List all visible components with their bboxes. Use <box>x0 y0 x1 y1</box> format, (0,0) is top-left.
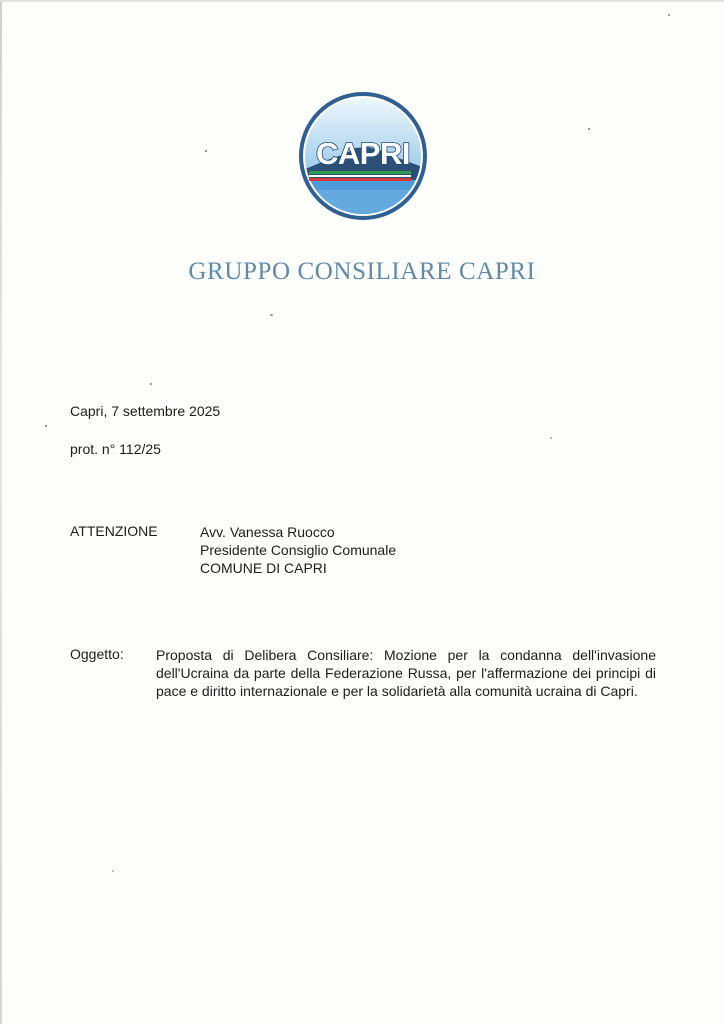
organization-title: GRUPPO CONSILIARE CAPRI <box>188 258 536 285</box>
subject-label: Oggetto: <box>70 646 124 662</box>
scan-speck <box>668 14 670 16</box>
scan-speck <box>150 383 152 385</box>
scan-speck <box>588 128 590 130</box>
place-date: Capri, 7 settembre 2025 <box>70 403 221 419</box>
scan-edge-top <box>0 0 724 2</box>
scan-speck <box>112 870 114 872</box>
scan-speck <box>550 437 552 439</box>
protocol-number: prot. n° 112/25 <box>70 441 161 457</box>
capri-logo <box>297 90 429 222</box>
scan-speck <box>45 425 47 427</box>
recipient-block <box>200 523 396 577</box>
subject-text: Proposta di Delibera Consiliare: Mozione per la condanna dell'invasione dell'Ucraina da parte della Federazione Russa, per l'affermazione dei principi di pace e diritto internazionale e per la solidarietà alla comunità ucraina di Capri. <box>156 647 656 699</box>
recipient-name: Avv. Vanessa Ruocco <box>200 524 335 540</box>
scan-speck <box>205 150 207 152</box>
scan-speck <box>270 314 273 316</box>
attention-label: ATTENZIONE <box>70 523 158 539</box>
capri-logo-icon <box>297 90 429 222</box>
scan-edge <box>0 0 2 1024</box>
recipient-institution: COMUNE DI CAPRI <box>200 560 327 576</box>
logo-wordmark: CAPRI <box>316 136 410 171</box>
recipient-role: Presidente Consiglio Comunale <box>200 542 397 558</box>
